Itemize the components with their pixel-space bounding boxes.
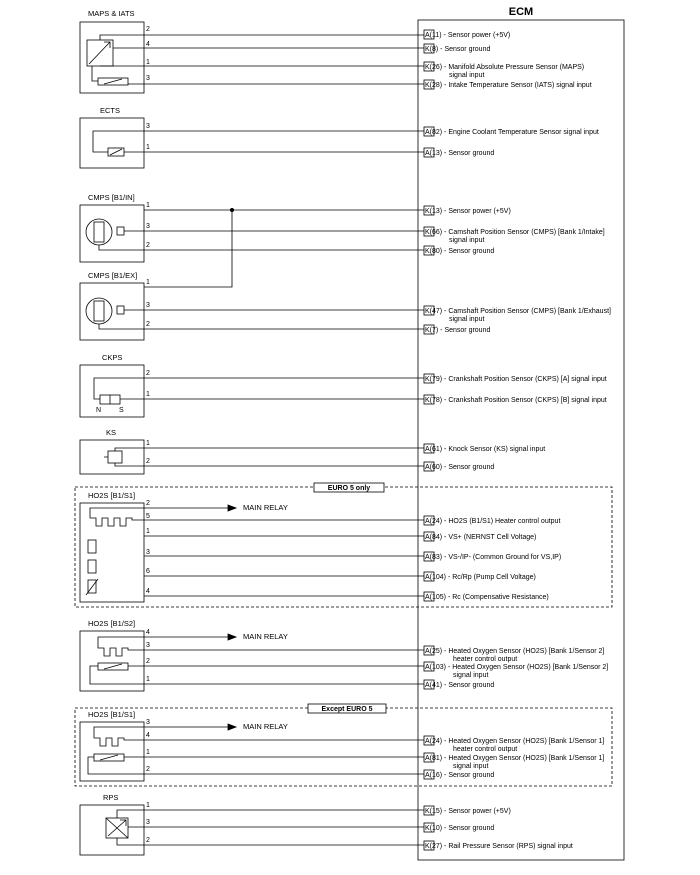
- main-relay-label: MAIN RELAY: [243, 722, 288, 731]
- ecm-pin-k8: K(8) - Sensor ground: [425, 46, 491, 53]
- sensor-box-maps-iats: [80, 22, 144, 93]
- svg-text:1: 1: [146, 676, 150, 683]
- euro5-only-group: [75, 487, 612, 607]
- heater-element-icon: [98, 637, 144, 656]
- sensor-box-ks: [80, 440, 144, 474]
- svg-text:3: 3: [146, 549, 150, 556]
- svg-text:2: 2: [146, 458, 150, 465]
- arrow-icon: [228, 505, 236, 511]
- svg-text:1: 1: [146, 59, 150, 66]
- sensor-box-ckps: [80, 365, 144, 417]
- svg-text:Except EURO 5: Except EURO 5: [321, 706, 373, 713]
- ecm-pin-a105: A(105) - Rc (Compensative Resistance): [425, 594, 549, 601]
- ecm-pin-a83: A(83) - VS-/IP- (Common Ground for VS,IP): [425, 554, 562, 561]
- svg-text:signal input: signal input: [453, 763, 489, 770]
- svg-text:3: 3: [146, 123, 150, 130]
- sensor-box-ects: [80, 118, 144, 168]
- svg-text:4: 4: [146, 732, 150, 739]
- sensor-label-cmps-ex: CMPS [B1/EX]: [88, 271, 138, 280]
- ecm-pin-a104: A(104) - Rc/Rp (Pump Cell Voltage): [425, 574, 536, 581]
- rps-arrow-icon: [106, 818, 128, 838]
- svg-text:4: 4: [146, 588, 150, 595]
- ecm-pin-k47: K(47) - Camshaft Position Sensor (CMPS) [Bank 1/Exhaust]: [425, 308, 611, 315]
- svg-text:4: 4: [146, 629, 150, 636]
- ecm-pin-a84: A(84) - VS+ (NERNST Cell Voltage): [425, 534, 537, 541]
- ecm-pin-a24-b: A(24) - Heated Oxygen Sensor (HO2S) [Bank 1/Sensor 1]: [425, 738, 605, 745]
- svg-text:heater control output: heater control output: [453, 656, 518, 663]
- ecm-pin-a60: A(60) - Sensor ground: [425, 464, 495, 471]
- maps-arrow-icon: [89, 42, 110, 64]
- arrow-icon: [228, 724, 236, 730]
- ecm-pin-a24: A(24) - HO2S (B1/S1) Heater control output: [425, 518, 561, 525]
- ecm-pin-a13: A(13) - Sensor ground: [425, 150, 495, 157]
- svg-text:2: 2: [146, 242, 150, 249]
- sensor-label-ho2s-b1s1: HO2S [B1/S1]: [88, 710, 136, 719]
- ecm-pin-k26: K(26) - Manifold Absolute Pressure Sensor (MAPS): [425, 64, 585, 71]
- ecm-pin-a16: A(16) - Sensor ground: [425, 772, 495, 779]
- sensor-label-cmps-in: CMPS [B1/IN]: [88, 193, 135, 202]
- ecm-pin-k28: K(28) - Intake Temperature Sensor (IATS) signal input: [425, 82, 592, 89]
- svg-text:2: 2: [146, 26, 150, 33]
- ecm-pin-k15: K(15) - Sensor power (+5V): [425, 808, 511, 815]
- ecm-pin-k80: K(80) - Sensor ground: [425, 248, 495, 255]
- svg-text:2: 2: [146, 370, 150, 377]
- ecm-pin-a103: A(103) - Heated Oxygen Sensor (HO2S) [Bank 1/Sensor 2]: [425, 664, 609, 671]
- svg-text:4: 4: [146, 41, 150, 48]
- ecm-pin-a82: A(82) - Engine Coolant Temperature Sensor signal input: [425, 129, 599, 136]
- svg-text:3: 3: [146, 642, 150, 649]
- sensor-label-ects: ECTS: [100, 106, 121, 115]
- svg-text:6: 6: [146, 568, 150, 575]
- ecm-pin-a25: A(25) - Heated Oxygen Sensor (HO2S) [Bank 1/Sensor 2]: [425, 648, 605, 655]
- ecm-pin-k10: K(10) - Sensor ground: [425, 825, 495, 832]
- svg-text:3: 3: [146, 819, 150, 826]
- svg-text:3: 3: [146, 719, 150, 726]
- heater-element-icon: [94, 727, 144, 746]
- heater-element-icon: [90, 508, 144, 526]
- svg-text:signal input: signal input: [449, 72, 485, 79]
- ecm-pin-k13: K(13) - Sensor power (+5V): [425, 208, 511, 215]
- svg-text:1: 1: [146, 749, 150, 756]
- pump-cell-icon: [88, 560, 96, 573]
- svg-text:2: 2: [146, 500, 150, 507]
- svg-text:1: 1: [146, 279, 150, 286]
- arrow-icon: [228, 634, 236, 640]
- ecm-pin-a81: A(81) - Heated Oxygen Sensor (HO2S) [Bank 1/Sensor 1]: [425, 755, 605, 762]
- svg-text:N: N: [96, 407, 102, 414]
- svg-text:EURO 5 only: EURO 5 only: [327, 485, 371, 492]
- nernst-cell-icon: [88, 540, 96, 553]
- ecm-box: [418, 20, 624, 860]
- svg-text:heater control output: heater control output: [453, 746, 518, 753]
- ecm-pin-a61: A(61) - Knock Sensor (KS) signal input: [425, 446, 546, 453]
- svg-text:2: 2: [146, 658, 150, 665]
- ecm-pin-k78: K(78) - Crankshaft Position Sensor (CKPS) [B] signal input: [425, 397, 607, 404]
- svg-text:signal input: signal input: [449, 316, 485, 323]
- ecm-pin-k79: K(79) - Crankshaft Position Sensor (CKPS) [A] signal input: [425, 376, 607, 383]
- svg-text:1: 1: [146, 202, 150, 209]
- svg-text:2: 2: [146, 766, 150, 773]
- cmps-in-hall-icon: [86, 219, 112, 245]
- main-relay-label: MAIN RELAY: [243, 632, 288, 641]
- svg-text:1: 1: [146, 528, 150, 535]
- svg-text:3: 3: [146, 302, 150, 309]
- sensor-label-ho2s-b1s2: HO2S [B1/S2]: [88, 619, 136, 628]
- sensor-box-ho2s-b1s1: [80, 722, 144, 781]
- svg-text:1: 1: [146, 391, 150, 398]
- svg-text:2: 2: [146, 837, 150, 844]
- svg-text:1: 1: [146, 144, 150, 151]
- svg-text:1: 1: [146, 440, 150, 447]
- svg-text:S: S: [119, 407, 124, 414]
- svg-text:5: 5: [146, 513, 150, 520]
- svg-text:signal input: signal input: [449, 237, 485, 244]
- sensor-label-ks: KS: [106, 428, 117, 437]
- ecm-pin-k7: K(7) - Sensor ground: [425, 327, 491, 334]
- main-relay-label: MAIN RELAY: [243, 503, 288, 512]
- ecm-pin-a41: A(41) - Sensor ground: [425, 682, 495, 689]
- svg-text:signal input: signal input: [453, 672, 489, 679]
- ecm-pin-a11: A(11) - Sensor power (+5V): [425, 32, 511, 39]
- svg-text:2: 2: [146, 321, 150, 328]
- cmps-ex-hall-icon: [86, 298, 112, 324]
- ecm-title: ECM: [508, 6, 534, 18]
- sensor-label-ho2s-b1s1-wide: HO2S [B1/S1]: [88, 491, 136, 500]
- svg-text:3: 3: [146, 223, 150, 230]
- sensor-label-maps-iats: MAPS & IATS: [88, 9, 135, 18]
- svg-text:1: 1: [146, 802, 150, 809]
- svg-text:3: 3: [146, 75, 150, 82]
- ks-piezo-icon: [108, 451, 122, 463]
- sensor-label-ckps: CKPS: [102, 353, 123, 362]
- sensor-label-rps: RPS: [103, 793, 119, 802]
- ecm-pin-k27: K(27) - Rail Pressure Sensor (RPS) signal input: [425, 843, 573, 850]
- ecm-pin-k66: K(66) - Camshaft Position Sensor (CMPS) [Bank 1/Intake]: [425, 229, 605, 236]
- sensor-box-rps: [80, 805, 144, 855]
